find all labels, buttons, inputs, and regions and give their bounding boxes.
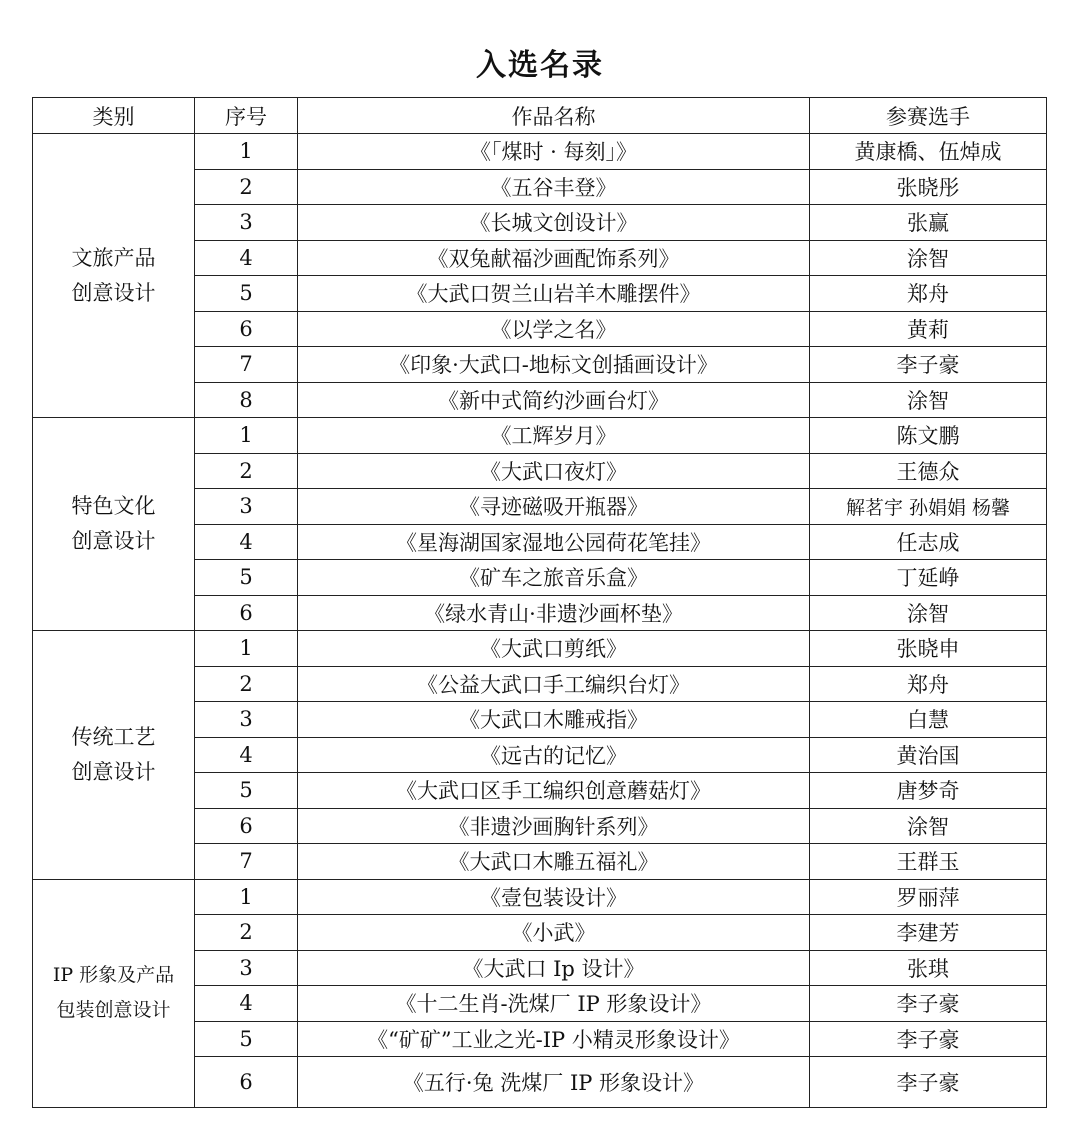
table-header-row — [33, 98, 1047, 134]
participant-cell: 郑舟 — [810, 666, 1047, 702]
participant-cell: 涂智 — [810, 595, 1047, 631]
participant-cell: 黄莉 — [810, 311, 1047, 347]
participant-cell: 任志成 — [810, 524, 1047, 560]
category-cell — [33, 134, 195, 418]
table-row — [33, 134, 1047, 170]
work-title-cell: 《大武口木雕五福礼》 — [298, 844, 810, 880]
work-title-cell: 《新中式简约沙画台灯》 — [298, 382, 810, 418]
row-number-cell: 6 — [195, 595, 298, 631]
participant-cell: 白慧 — [810, 702, 1047, 738]
work-title-cell: 《五行·兔 洗煤厂 IP 形象设计》 — [298, 1057, 810, 1108]
participant-cell: 张琪 — [810, 950, 1047, 986]
row-number-cell: 5 — [195, 1021, 298, 1057]
table-row — [33, 879, 1047, 915]
category-name-line: IP 形象及产品 — [52, 964, 175, 987]
row-number-cell: 3 — [195, 950, 298, 986]
participant-cell: 黄康橋、伍焯成 — [810, 134, 1047, 170]
row-number-cell: 4 — [195, 524, 298, 560]
row-number-cell: 7 — [195, 347, 298, 383]
row-number-cell: 2 — [195, 666, 298, 702]
table-body — [33, 134, 1047, 1108]
work-title-cell: 《绿水青山·非遗沙画杯垫》 — [298, 595, 810, 631]
row-number-cell: 5 — [195, 276, 298, 312]
category-name-line: 创意设计 — [71, 759, 156, 784]
work-title-cell: 《五谷丰登》 — [298, 169, 810, 205]
row-number-cell: 2 — [195, 915, 298, 951]
category-name-line: 创意设计 — [71, 529, 156, 553]
participant-cell: 李子豪 — [810, 1057, 1047, 1108]
work-title-cell: 《大武口木雕戒指》 — [298, 702, 810, 738]
category-name-line: 特色文化 — [71, 494, 156, 518]
category-cell — [33, 418, 195, 631]
row-number-cell: 5 — [195, 773, 298, 809]
participant-cell: 李建芳 — [810, 915, 1047, 951]
participant-cell: 涂智 — [810, 808, 1047, 844]
row-number-cell: 1 — [195, 134, 298, 170]
participant-cell: 张晓彤 — [810, 169, 1047, 205]
page-title: 入选名录 — [476, 48, 604, 83]
participant-cell: 李子豪 — [810, 986, 1047, 1022]
work-title-cell: 《矿车之旅音乐盒》 — [298, 560, 810, 596]
participant-cell: 黄治国 — [810, 737, 1047, 773]
category-cell — [33, 879, 195, 1108]
row-number-cell: 3 — [195, 205, 298, 241]
work-title-cell: 《壹包装设计》 — [298, 879, 810, 915]
work-title-cell: 《小武》 — [298, 915, 810, 951]
participant-cell: 王群玉 — [810, 844, 1047, 880]
row-number-cell: 4 — [195, 737, 298, 773]
category-cell — [33, 631, 195, 880]
participant-cell: 丁延峥 — [810, 560, 1047, 596]
work-title-cell: 《以学之名》 — [298, 311, 810, 347]
work-title-cell: 《「煤时 · 每刻」》 — [298, 134, 810, 170]
category-name-line: 创意设计 — [71, 280, 156, 305]
header-work-title: 作品名称 — [298, 98, 810, 134]
work-title-cell: 《星海湖国家湿地公园荷花笔挂》 — [298, 524, 810, 560]
participant-cell: 陈文鹏 — [810, 418, 1047, 454]
category-name-line: 传统工艺 — [71, 724, 156, 749]
work-title-cell: 《大武口 Ip 设计》 — [298, 950, 810, 986]
work-title-cell: 《大武口剪纸》 — [298, 631, 810, 667]
participant-cell: 涂智 — [810, 382, 1047, 418]
work-title-cell: 《印象·大武口-地标文创插画设计》 — [298, 347, 810, 383]
row-number-cell: 6 — [195, 311, 298, 347]
participant-cell: 涂智 — [810, 240, 1047, 276]
row-number-cell: 8 — [195, 382, 298, 418]
participant-cell: 王德众 — [810, 453, 1047, 489]
row-number-cell: 7 — [195, 844, 298, 880]
row-number-cell: 4 — [195, 986, 298, 1022]
row-number-cell: 5 — [195, 560, 298, 596]
header-category: 类别 — [33, 98, 195, 134]
table-row — [33, 418, 1047, 454]
row-number-cell: 2 — [195, 169, 298, 205]
header-participant: 参赛选手 — [810, 98, 1047, 134]
work-title-cell: 《大武口夜灯》 — [298, 453, 810, 489]
participant-cell: 郑舟 — [810, 276, 1047, 312]
row-number-cell: 1 — [195, 418, 298, 454]
participant-cell: 解茗宇 孙娟娟 杨馨 — [810, 489, 1047, 525]
table-row — [33, 631, 1047, 667]
participant-cell: 李子豪 — [810, 347, 1047, 383]
work-title-cell: 《工辉岁月》 — [298, 418, 810, 454]
row-number-cell: 1 — [195, 631, 298, 667]
participant-cell: 李子豪 — [810, 1021, 1047, 1057]
work-title-cell: 《十二生肖-洗煤厂 IP 形象设计》 — [298, 986, 810, 1022]
category-name-line: 文旅产品 — [71, 245, 156, 270]
participant-cell: 唐梦奇 — [810, 773, 1047, 809]
work-title-cell: 《远古的记忆》 — [298, 737, 810, 773]
work-title-cell: 《寻迹磁吸开瓶器》 — [298, 489, 810, 525]
work-title-cell: 《公益大武口手工编织台灯》 — [298, 666, 810, 702]
participant-cell: 罗丽萍 — [810, 879, 1047, 915]
category-name-line: 包装创意设计 — [56, 999, 171, 1022]
work-title-cell: 《双兔献福沙画配饰系列》 — [298, 240, 810, 276]
row-number-cell: 3 — [195, 489, 298, 525]
row-number-cell: 6 — [195, 1057, 298, 1108]
work-title-cell: 《长城文创设计》 — [298, 205, 810, 241]
participant-cell: 张赢 — [810, 205, 1047, 241]
row-number-cell: 1 — [195, 879, 298, 915]
row-number-cell: 4 — [195, 240, 298, 276]
row-number-cell: 2 — [195, 453, 298, 489]
work-title-cell: 《大武口贺兰山岩羊木雕摆件》 — [298, 276, 810, 312]
work-title-cell: 《“矿矿”工业之光-IP 小精灵形象设计》 — [298, 1021, 810, 1057]
row-number-cell: 3 — [195, 702, 298, 738]
participant-cell: 张晓申 — [810, 631, 1047, 667]
work-title-cell: 《大武口区手工编织创意蘑菇灯》 — [298, 773, 810, 809]
row-number-cell: 6 — [195, 808, 298, 844]
work-title-cell: 《非遗沙画胸针系列》 — [298, 808, 810, 844]
header-number: 序号 — [195, 98, 298, 134]
selection-table — [32, 97, 1047, 1108]
